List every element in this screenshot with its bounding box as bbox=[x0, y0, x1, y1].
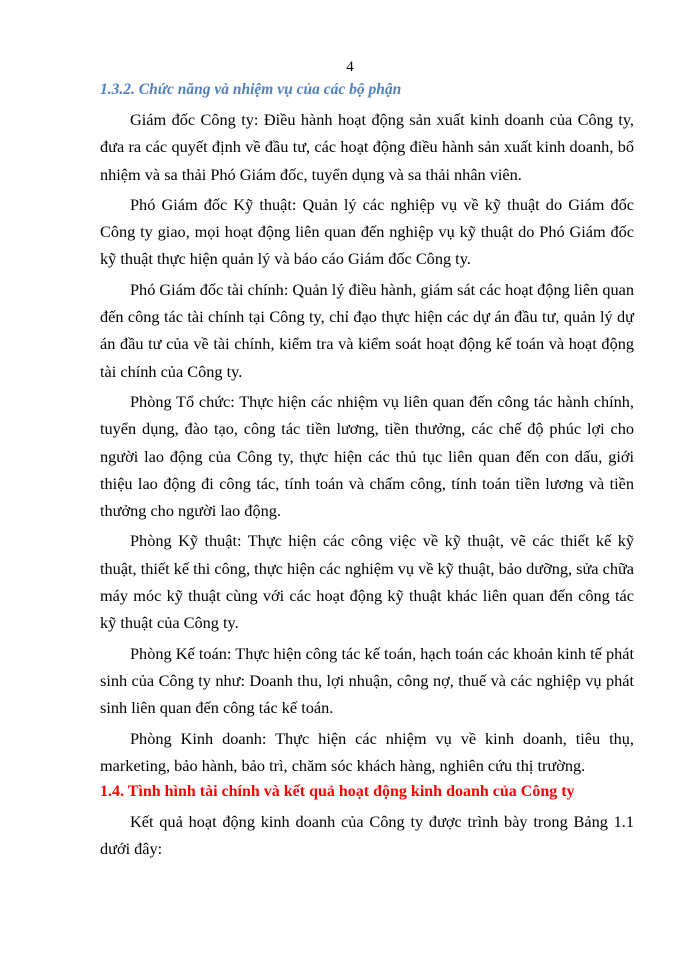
paragraph-organization-dept: Phòng Tổ chức: Thực hiện các nhiệm vụ liên quan đến công tác hành chính, tuyển dụng, đào tạo, công tác tiền lương, tiền thưởng, các chế độ phúc lợi cho người lao động của Công ty, thực hiện các thủ tục liên quan đến con dấu, giới thiệu lao động đi công tác, tính toán và chấm công, tính toán tiền lương và tiền thưởng cho người lao động. bbox=[100, 391, 634, 521]
section-1-3-2-heading: 1.3.2. Chức năng và nhiệm vụ của các bộ phận bbox=[100, 81, 402, 98]
page-number: 4 bbox=[346, 59, 354, 75]
paragraph-technical-dept: Phòng Kỹ thuật: Thực hiện các công việc về kỹ thuật, vẽ các thiết kế kỹ thuật, thiết kế thi công, thực hiện các nghiệm vụ về kỹ thuật, bảo dưỡng, sửa chữa máy móc kỹ thuật cùng với các hoạt động kỹ thuật khác liên quan đến công tác kỹ thuật của Công ty. bbox=[100, 531, 635, 633]
paragraph-results-intro: Kết quả hoạt động kinh doanh của Công ty được trình bày trong Bảng 1.1 dưới đây: bbox=[100, 812, 634, 859]
paragraph-technical-deputy: Phó Giám đốc Kỹ thuật: Quản lý các nghiệp vụ về kỹ thuật do Giám đốc Công ty giao, mọi hoạt động liên quan đến nghiệp vụ kỹ thuật do Phó Giám đốc kỹ thuật thực hiện quản lý và báo cáo Giám đốc Công ty. bbox=[100, 194, 634, 269]
paragraph-director: Giám đốc Công ty: Điều hành hoạt động sản xuất kinh doanh của Công ty, đưa ra các quyết định về đầu tư, các hoạt động điều hành sản xuất kinh doanh, bổ nhiệm và sa thải Phó Giám đốc, tuyển dụng và sa thải nhân viên. bbox=[100, 110, 634, 184]
paragraph-business-dept: Phòng Kinh doanh: Thực hiện các nhiệm vụ về kinh doanh, tiêu thụ, marketing, bảo hành, bảo trì, chăm sóc khách hàng, nghiên cứu thị trường. bbox=[100, 728, 634, 775]
paragraph-accounting-dept: Phòng Kế toán: Thực hiện công tác kế toán, hạch toán các khoản kinh tế phát sinh của Công ty như: Doanh thu, lợi nhuận, công nợ, thuế và các nghiệp vụ phát sinh liên quan đến công tác kế toán. bbox=[100, 643, 634, 718]
section-1-4-heading: 1.4. Tình hình tài chính và kết quả hoạt động kinh doanh của Công ty bbox=[100, 783, 575, 801]
page-content bbox=[100, 80, 634, 866]
paragraph-finance-deputy: Phó Giám đốc tài chính: Quản lý điều hành, giám sát các hoạt động liên quan đến công tác tài chính tại Công ty, chỉ đạo thực hiện các dự án đầu tư, quản lý dự án đầu tư của về tài chính, kiểm tra và kiểm soát hoạt động kế toán và hoạt động tài chính của Công ty. bbox=[100, 279, 634, 381]
